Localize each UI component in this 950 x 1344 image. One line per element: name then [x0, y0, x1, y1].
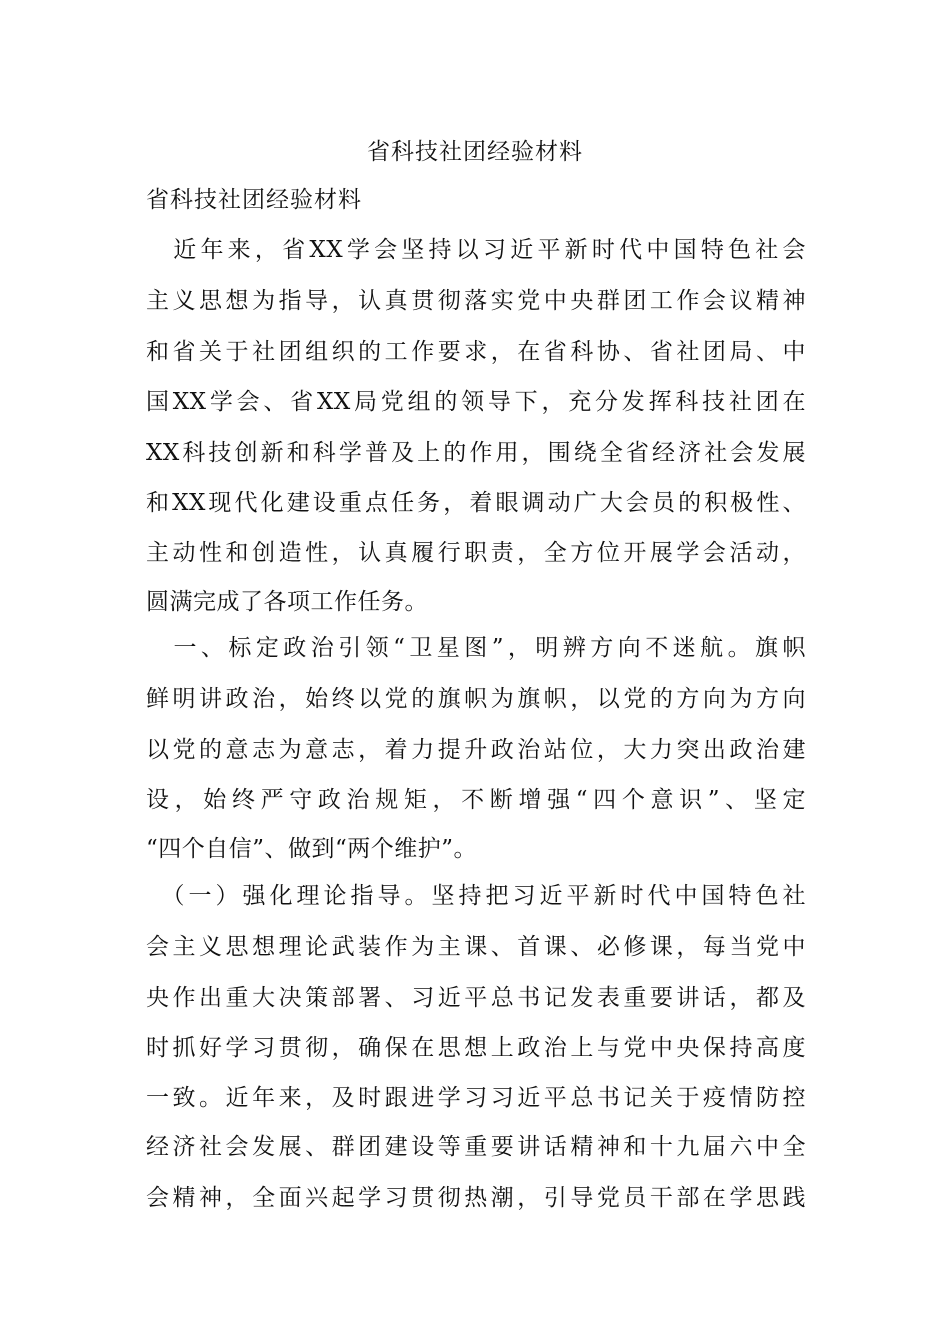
paragraph-line: （一）强化理论指导。坚持把习近平新时代中国特色社	[146, 883, 806, 909]
paragraph-line: 主动性和创造性，认真履行职责，全方位开展学会活动，	[146, 540, 806, 566]
paragraph-line: 鲜明讲政治，始终以党的旗帜为旗帜，以党的方向为方向	[146, 686, 806, 712]
paragraph-line: 以党的意志为意志，着力提升政治站位，大力突出政治建	[146, 737, 806, 763]
paragraph-line: XX科技创新和科学普及上的作用，围绕全省经济社会发展	[146, 440, 806, 466]
paragraph-line: 和省关于社团组织的工作要求，在省科协、省社团局、中	[146, 339, 806, 365]
paragraph-line: “四个自信”、做到“两个维护”。	[146, 836, 478, 862]
document-title: 省科技社团经验材料	[367, 139, 583, 165]
document-subtitle: 省科技社团经验材料	[146, 187, 362, 213]
paragraph-line: 和XX现代化建设重点任务，着眼调动广大会员的积极性、	[146, 490, 806, 516]
paragraph-line: 设，始终严守政治规矩，不断增强“四个意识”、坚定	[146, 787, 806, 813]
paragraph-line: 时抓好学习贯彻，确保在思想上政治上与党中央保持高度	[146, 1035, 806, 1061]
paragraph-line: 一致。近年来，及时跟进学习习近平总书记关于疫情防控	[146, 1085, 806, 1111]
paragraph-line: 会精神，全面兴起学习贯彻热潮，引导党员干部在学思践	[146, 1185, 806, 1211]
paragraph-line: 近年来，省XX学会坚持以习近平新时代中国特色社会	[146, 237, 806, 263]
paragraph-line: 主义思想为指导，认真贯彻落实党中央群团工作会议精神	[146, 288, 806, 314]
paragraph-line: 一、标定政治引领“卫星图”，明辨方向不迷航。旗帜	[146, 635, 806, 661]
paragraph-line: 央作出重大决策部署、习近平总书记发表重要讲话，都及	[146, 985, 806, 1011]
paragraph-line: 经济社会发展、群团建设等重要讲话精神和十九届六中全	[146, 1134, 806, 1160]
paragraph-line: 会主义思想理论武装作为主课、首课、必修课，每当党中	[146, 934, 806, 960]
paragraph-line: 国XX学会、省XX局党组的领导下，充分发挥科技社团在	[146, 389, 806, 415]
paragraph-line: 圆满完成了各项工作任务。	[146, 589, 428, 615]
